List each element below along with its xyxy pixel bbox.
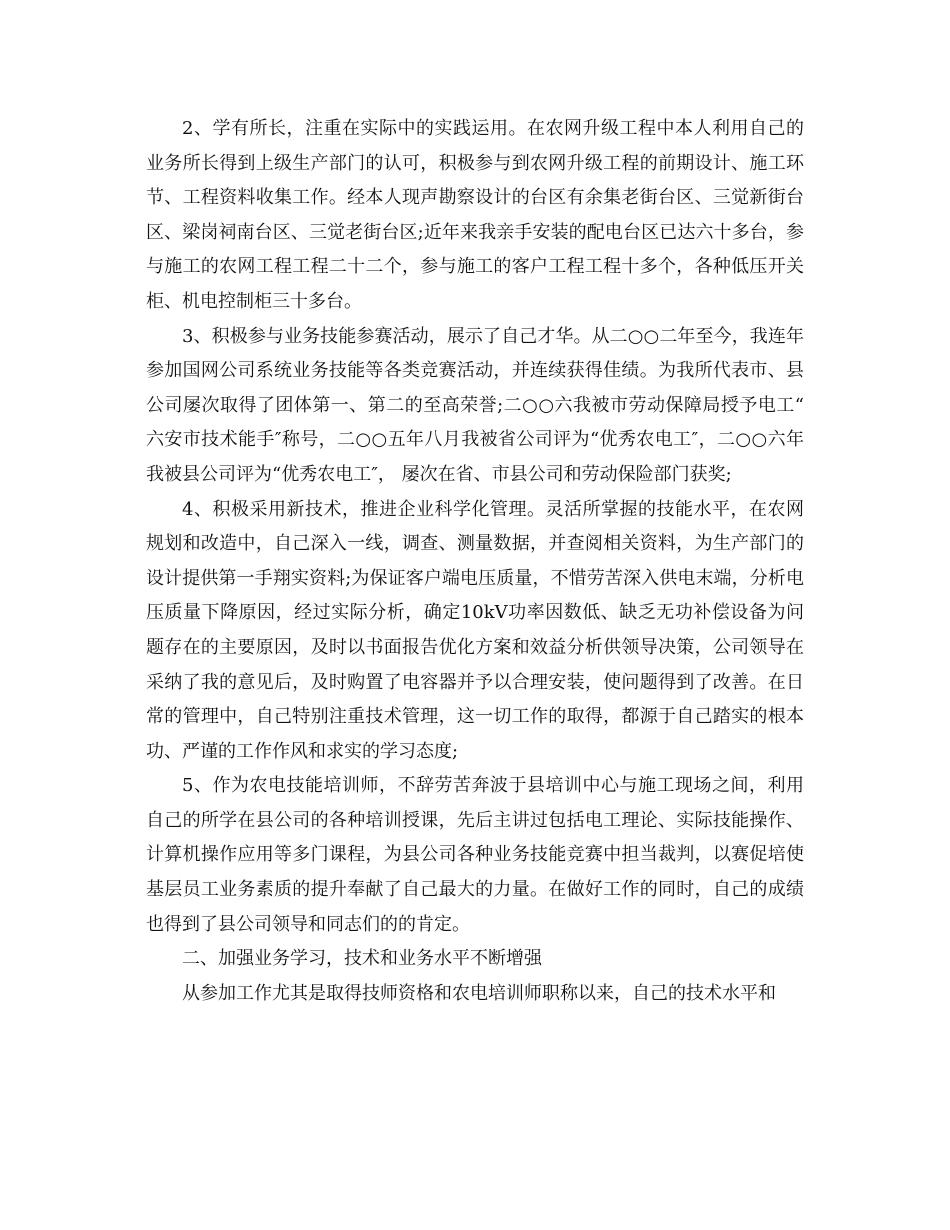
paragraph-item-2: 2、学有所长，注重在实际中的实践运用。在农网升级工程中本人利用自己的业务所长得到上级生产部门的认可，积极参与到农网升级工程的前期设计、施工环节、工程资料收集工作。经本人现声勘察设计的台区有余集老街台区、三觉新街台区、梁岗祠南台区、三觉老街台区;近年来我亲手安装的配电台区已达六十多台，参与施工的农网工程工程二十二个，参与施工的客户工程工程十多个，各种低压开关柜、机电控制柜三十多台。 — [146, 118, 804, 312]
paragraph-item-5: 5、作为农电技能培训师，不辞劳苦奔波于县培训中心与施工现场之间，利用自己的所学在县公司的各种培训授课，先后主讲过包括电工理论、实际技能操作、计算机操作应用等多门课程，为县公司各种业务技能竞赛中担当裁判，以赛促培使基层员工业务素质的提升奉献了自己最大的力量。在做好工作的同时，自己的成绩也得到了县公司领导和同志们的的肯定。 — [146, 775, 804, 935]
section-heading: 二、加强业务学习，技术和业务水平不断增强 — [182, 948, 542, 970]
closing-paragraph: 从参加工作尤其是取得技师资格和农电培训师职称以来，自己的技术水平和 — [182, 982, 776, 1004]
paragraph-item-3: 3、积极参与业务技能参赛活动，展示了自己才华。从二○○二年至今，我连年参加国网公司系统业务技能等各类竞赛活动，并连续获得佳绩。为我所代表市、县公司屡次取得了团体第一、第二的至高荣誉;二○○六我被市劳动保障局授予电工“六安市技术能手″称号，二○○五年八月我被省公司评为“优秀农电工″，二○○六年我被县公司评为“优秀农电工″， 屡次在省、市县公司和劳动保险部门获奖; — [146, 325, 804, 485]
paragraph-item-4: 4、积极采用新技术，推进企业科学化管理。灵活所掌握的技能水平，在农网规划和改造中，自己深入一线，调查、测量数据，并查阅相关资料，为生产部门的设计提供第一手翔实资料;为保证客户端电压质量，不惜劳苦深入供电末端，分析电压质量下降原因，经过实际分析，确定10kV功率因数低、缺乏无功补偿设备为问题存在的主要原因，及时以书面报告优化方案和效益分析供领导决策，公司领导在采纳了我的意见后，及时购置了电容器并予以合理安装，使问题得到了改善。在日常的管理中，自己特别注重技术管理，这一切工作的取得，都源于自己踏实的根本功、严谨的工作作风和求实的学习态度; — [146, 498, 804, 762]
document-body — [146, 112, 804, 1011]
